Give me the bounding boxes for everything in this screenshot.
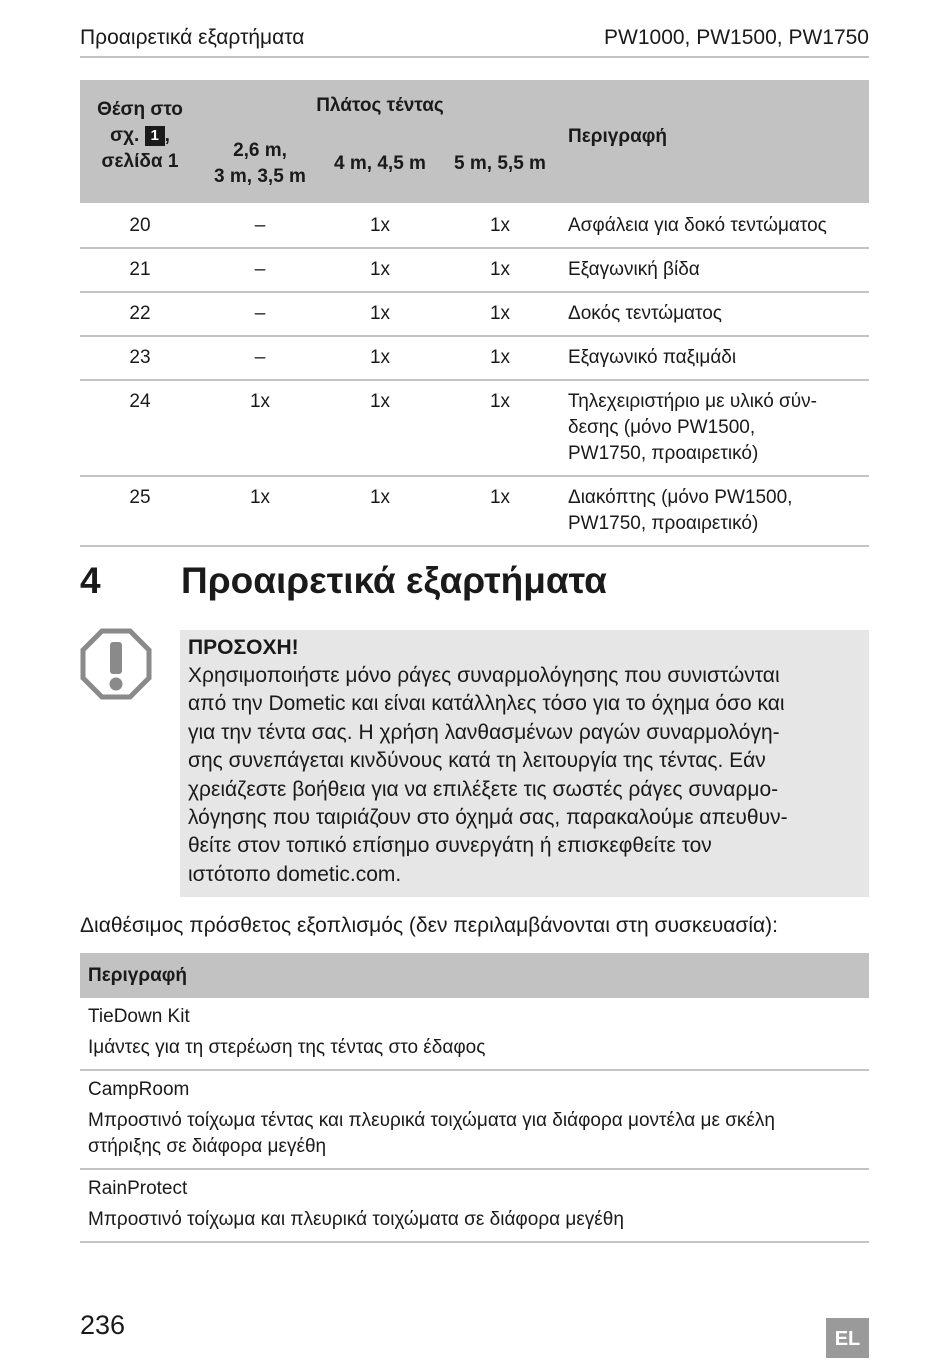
col-header-position-line3: σελίδα 1 — [101, 150, 179, 172]
cell-description — [560, 380, 869, 476]
cell-position: 23 — [80, 336, 200, 380]
col-header-width-1-line2: 3 m, 3,5 m — [214, 165, 306, 187]
cell-description: Δοκός τεντώματος — [560, 292, 869, 336]
cell-description-line: PW1750, προαιρετικό) — [568, 443, 759, 464]
cell-width-1: 1x — [200, 380, 320, 476]
cell-width-1: – — [200, 248, 320, 292]
caution-title: ΠΡΟΣΟΧΗ! — [188, 636, 299, 659]
header-chapter-title: Προαιρετικά εξαρτήματα — [80, 26, 305, 49]
caution-line: λόγησης που ταιριάζουν στο όχημά σας, παρακαλούμε απευθυν- — [188, 806, 788, 830]
table-row — [80, 336, 869, 380]
figure-number-badge: 1 — [145, 126, 165, 146]
cell-width-3: 1x — [440, 476, 560, 546]
col-header-width-group: Πλάτος τέντας — [200, 80, 560, 119]
language-badge: EL — [826, 1318, 869, 1358]
available-equipment-intro: Διαθέσιμος πρόσθετος εξοπλισμός (δεν περιλαμβάνονται στη συσκευασία): — [80, 914, 778, 937]
col-header-position-line2 — [81, 123, 199, 149]
section-title: Προαιρετικά εξαρτήματα — [181, 560, 607, 601]
cell-position: 20 — [80, 203, 200, 248]
page-number: 236 — [80, 1310, 126, 1340]
page-header — [80, 24, 869, 58]
cell-position: 22 — [80, 292, 200, 336]
col-header-width-1-line1: 2,6 m, — [233, 139, 287, 161]
section-number: 4 — [80, 560, 101, 601]
cell-position: 25 — [80, 476, 200, 546]
cell-width-3: 1x — [440, 292, 560, 336]
accessory-description — [88, 1207, 869, 1233]
parts-table-header-row — [80, 80, 869, 119]
caution-line: χρειάζεστε βοήθεια για να επιλέξετε τις σωστές ράγες συναρμο- — [188, 777, 779, 801]
accessory-name: TieDown Kit — [88, 1006, 190, 1027]
parts-table — [80, 80, 869, 547]
accessory-description-line: στήριξης σε διάφορα μεγέθη — [88, 1136, 327, 1157]
cell-position: 21 — [80, 248, 200, 292]
cell-width-2: 1x — [320, 380, 440, 476]
col-header-width-2: 4 m, 4,5 m — [320, 119, 440, 203]
cell-width-3: 1x — [440, 203, 560, 248]
table-row — [80, 476, 869, 546]
col-header-position — [80, 80, 200, 203]
cell-description: Εξαγωνικό παξιμάδι — [560, 336, 869, 380]
caution-line: σης συνεπάγεται κινδύνους κατά τη λειτουργία της τέντας. Εάν — [188, 749, 766, 773]
accessory-name: CampRoom — [88, 1079, 190, 1100]
cell-description: Εξαγωνική βίδα — [560, 248, 869, 292]
caution-line: Χρησιμοποιήστε μόνο ράγες συναρμολόγησης που συνιστώνται — [188, 664, 780, 687]
exclamation-octagon-icon — [80, 628, 152, 700]
cell-description-line: Τηλεχειριστήριο με υλικό σύν- — [568, 391, 817, 412]
list-item — [80, 1170, 869, 1243]
table-row — [80, 248, 869, 292]
col-header-position-prefix: σχ. — [110, 124, 140, 146]
cell-width-2: 1x — [320, 476, 440, 546]
col-header-position-line1: Θέση στο — [97, 98, 183, 120]
accessory-description — [88, 1035, 869, 1061]
cell-width-3: 1x — [440, 336, 560, 380]
col-header-width-3: 5 m, 5,5 m — [440, 119, 560, 203]
accessory-description-line: Μπροστινό τοίχωμα και πλευρικά τοιχώματα σε διάφορα μεγέθη — [88, 1209, 624, 1230]
header-model-list: PW1000, PW1500, PW1750 — [604, 26, 869, 49]
caution-line: για την τέντα σας. Η χρήση λανθασμένων ραγών συναρμολόγη- — [188, 720, 780, 744]
caution-line: από την Dometic και είναι κατάλληλες τόσο για το όχημα όσο και — [188, 692, 785, 716]
caution-line: θείτε στον τοπικό επίσημο συνεργάτη ή επισκεφθείτε τον — [188, 834, 712, 858]
cell-description: Ασφάλεια για δοκό τεντώματος — [560, 203, 869, 248]
cell-position: 24 — [80, 380, 200, 476]
cell-description — [560, 476, 869, 546]
cell-width-2: 1x — [320, 203, 440, 248]
col-header-width-1 — [200, 119, 320, 203]
cell-width-1: – — [200, 292, 320, 336]
cell-width-2: 1x — [320, 248, 440, 292]
caution-line: ιστότοπο dometic.com. — [188, 862, 402, 886]
cell-width-3: 1x — [440, 248, 560, 292]
cell-width-1: – — [200, 336, 320, 380]
cell-width-2: 1x — [320, 292, 440, 336]
caution-text — [188, 662, 864, 889]
list-item — [80, 1071, 869, 1170]
cell-width-3: 1x — [440, 380, 560, 476]
accessory-description-line: Ιμάντες για τη στερέωση της τέντας στο έδαφος — [88, 1037, 486, 1058]
cell-description-line: Διακόπτης (μόνο PW1500, — [568, 487, 793, 508]
list-item — [80, 998, 869, 1071]
cell-width-1: 1x — [200, 476, 320, 546]
cell-width-2: 1x — [320, 336, 440, 380]
caution-box — [180, 630, 869, 897]
accessory-description — [88, 1108, 869, 1160]
table-row — [80, 292, 869, 336]
cell-width-1: – — [200, 203, 320, 248]
cell-description-line: PW1750, προαιρετικό) — [568, 513, 759, 534]
accessories-header: Περιγραφή — [80, 953, 869, 998]
cell-description-line: δεσης (μόνο PW1500, — [568, 417, 756, 438]
col-header-description: Περιγραφή — [560, 80, 869, 203]
accessory-description-line: Μπροστινό τοίχωμα τέντας και πλευρικά τοιχώματα για διάφορα μοντέλα με σκέλη — [88, 1110, 775, 1131]
accessory-name: RainProtect — [88, 1178, 188, 1199]
accessories-table — [80, 953, 869, 1243]
table-row — [80, 380, 869, 476]
col-header-position-comma: , — [164, 124, 170, 146]
table-row — [80, 203, 869, 248]
